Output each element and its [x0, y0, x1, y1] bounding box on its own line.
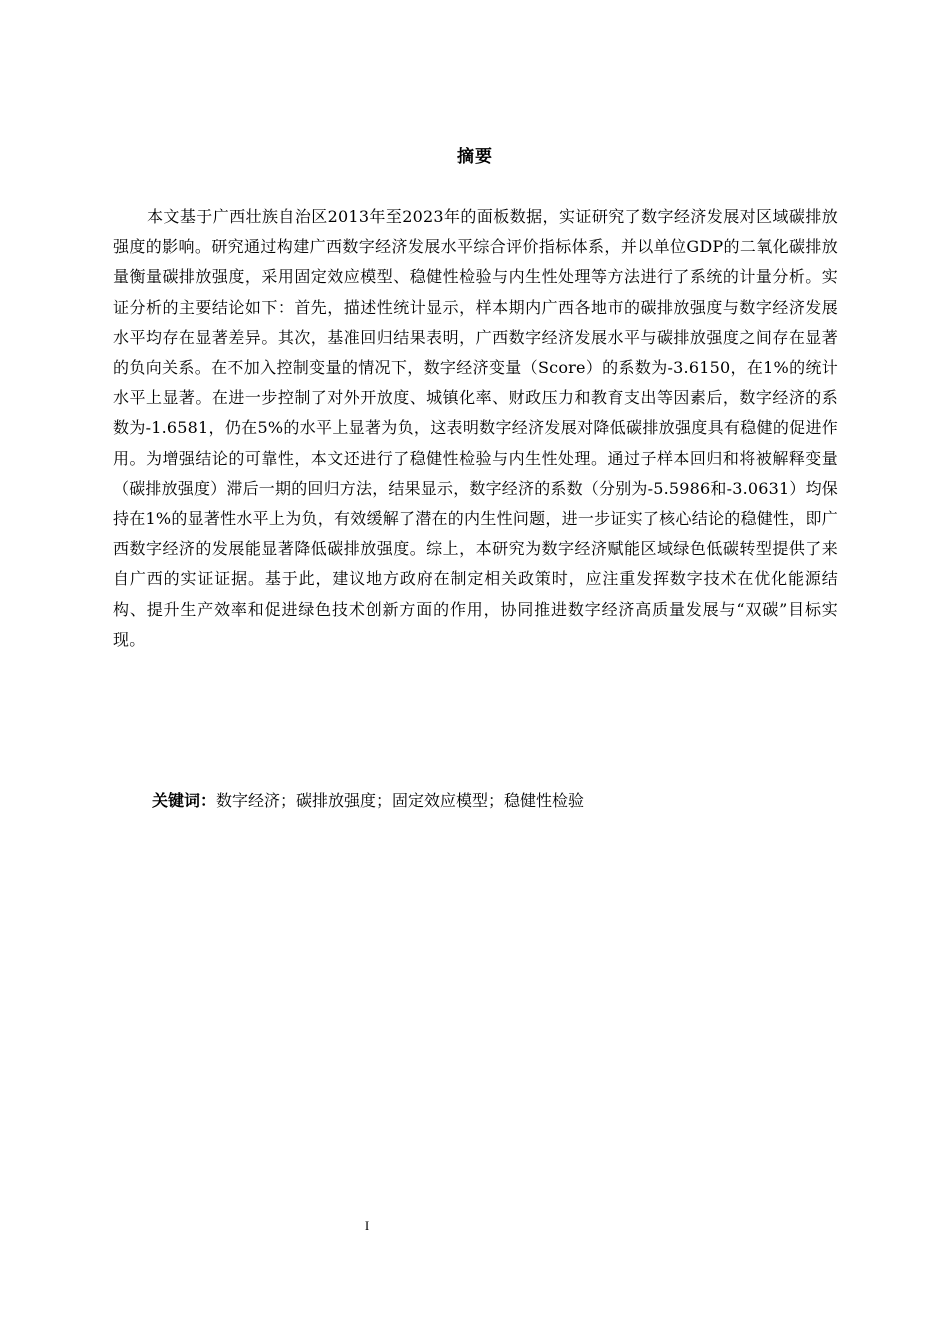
- abstract-body: 本文基于广西壮族自治区2013年至2023年的面板数据，实证研究了数字经济发展对区域碳排放强度的影响。研究通过构建广西数字经济发展水平综合评价指标体系，并以单位GDP的二氧化碳排放量衡量碳排放强度，采用固定效应模型、稳健性检验与内生性处理等方法进行了系统的计量分析。实证分析的主要结论如下：首先，描述性统计显示，样本期内广西各地市的碳排放强度与数字经济发展水平均存在显著差异。其次，基准回归结果表明，广西数字经济发展水平与碳排放强度之间存在显著的负向关系。在不加入控制变量的情况下，数字经济变量（Score）的系数为-3.6150，在1%的统计水平上显著。在进一步控制了对外开放度、城镇化率、财政压力和教育支出等因素后，数字经济的系数为-1.6581，仍在5%的水平上显著为负，这表明数字经济发展对降低碳排放强度具有稳健的促进作用。为增强结论的可靠性，本文还进行了稳健性检验与内生性处理。通过子样本回归和将被解释变量（碳排放强度）滞后一期的回归方法，结果显示，数字经济的系数（分别为-5.5986和-3.0631）均保持在1%的显著性水平上为负，有效缓解了潜在的内生性问题，进一步证实了核心结论的稳健性，即广西数字经济的发展能显著降低碳排放强度。综上，本研究为数字经济赋能区域绿色低碳转型提供了来自广西的实证证据。基于此，建议地方政府在制定相关政策时，应注重发挥数字技术在优化能源结构、提升生产效率和促进绿色技术创新方面的作用，协同推进数字经济高质量发展与“双碳”目标实现。: [113, 207, 838, 649]
- keywords-label: 关键词：: [152, 791, 217, 810]
- keywords-line: [152, 788, 842, 814]
- page-number: I: [364, 1218, 370, 1233]
- abstract-title: 摘要: [457, 147, 493, 167]
- keywords-list: 数字经济；碳排放强度；固定效应模型；稳健性检验: [216, 791, 585, 810]
